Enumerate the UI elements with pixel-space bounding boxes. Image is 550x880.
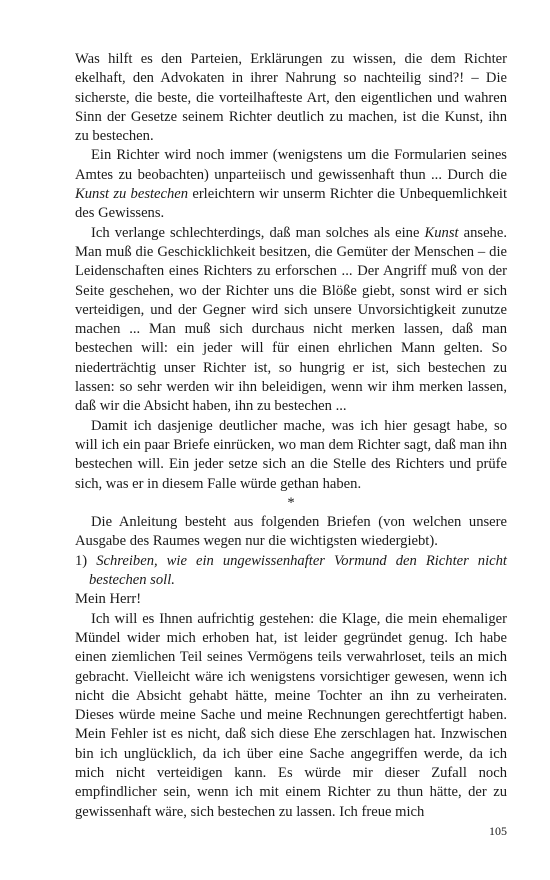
page-number: 105 (489, 824, 507, 838)
page-body (75, 50, 507, 822)
section-separator: * (287, 494, 295, 511)
letter-heading-title: Schreiben, wie ein ungewissenhafter Vormund den Richter nicht bestechen soll. (89, 552, 507, 589)
paragraph-3-emphasis: Kunst (424, 224, 459, 241)
paragraph-4: Damit ich dasjenige deutlicher mache, was ich hier gesagt habe, so will ich ein paar Briefe einrücken, wo man dem Richter sagt, daß man ihn bestechen will. Ein jeder setze sich an die Stelle des Richters und prüfe sich, was er in diesem Falle würde gethan haben. (75, 417, 507, 492)
paragraph-3-text-b: ansehe. Man muß die Geschicklichkeit besitzen, die Gemüter der Menschen – die Leidenschaften eines Richters zu erforschen ... Der Angriff muß von der Seite geschehen, wo der Richter uns die Blöße giebt, sonst wird er sich verteidigen, und der Gegner wird sich unsere Unvorsichtigkeit zunutze machen ... Man muß sich durchaus nicht merken lassen, daß man bestechen will: ein jeder will für einen ehrlichen Mann gelten. So niederträchtig unser Richter ist, so hungrig er ist, sich bestechen zu lassen: so sehr werden wir ihn beleidigen, wenn wir ihm merken lassen, daß wir die Absicht haben, ihn zu bestechen ... (75, 224, 507, 415)
paragraph-3 (75, 224, 507, 417)
paragraph-1: Was hilft es den Parteien, Erklärungen zu wissen, die dem Richter ekelhaft, den Advokaten in ihrer Nahrung so nachteilig sind?! – Die sicherste, die beste, die vorteilhafteste Art, den eigentlichen und wahren Sinn der Gesetze seinem Richter deutlich zu machen, ist die Kunst, ihn zu bestechen. (75, 51, 507, 145)
salutation: Mein Herr! (75, 591, 142, 608)
paragraph-2-text-b: erleichtern wir unserm Richter die Unbequemlichkeit des Gewissens. (75, 186, 508, 222)
letter-heading-number: 1) (75, 552, 97, 569)
paragraph-3-text-a: Ich verlange schlechterdings, daß man solches als eine (91, 224, 425, 241)
letter-heading (75, 552, 507, 591)
paragraph-5: Die Anleitung besteht aus folgenden Briefen (von welchen unsere Ausgabe des Raumes wegen nur die wichtigsten wiedergiebt). (75, 514, 507, 550)
paragraph-6: Ich will es Ihnen aufrichtig gestehen: die Klage, die mein ehemaliger Mündel wider mich erhoben hat, ist leider gegründet genug. Ich habe einen ziemlichen Teil seines Vermögens teils verwahrloset, teils an mich gebracht. Vielleicht wäre ich wenigstens vorsichtiger gewesen, wenn ich nicht die Absicht gehabt hätte, meine Tochter an ihn zu verheiraten. Dieses würde meine Sache und meine Rechnungen gerechtfertigt haben. Mein Fehler ist es nicht, daß sich diese Ehe zerschlagen hat. Inzwischen bin ich unglücklich, da ich über eine Sache angegriffen werde, da ich mich nicht verteidigen kann. Es würde mir dieser Zufall noch empfindlicher sein, wenn ich mit einem Richter zu thun hätte, der zu gewissenhaft wäre, sich bestechen zu lassen. Ich freue mich (75, 610, 507, 820)
paragraph-2 (75, 146, 507, 223)
paragraph-2-emphasis: Kunst zu bestechen (75, 186, 189, 203)
paragraph-2-text-a: Ein Richter wird noch immer (wenigstens um die Formularien seines Amtes zu beobachten) unparteiisch und gewissenhaft thun ... Durch die (75, 147, 507, 183)
